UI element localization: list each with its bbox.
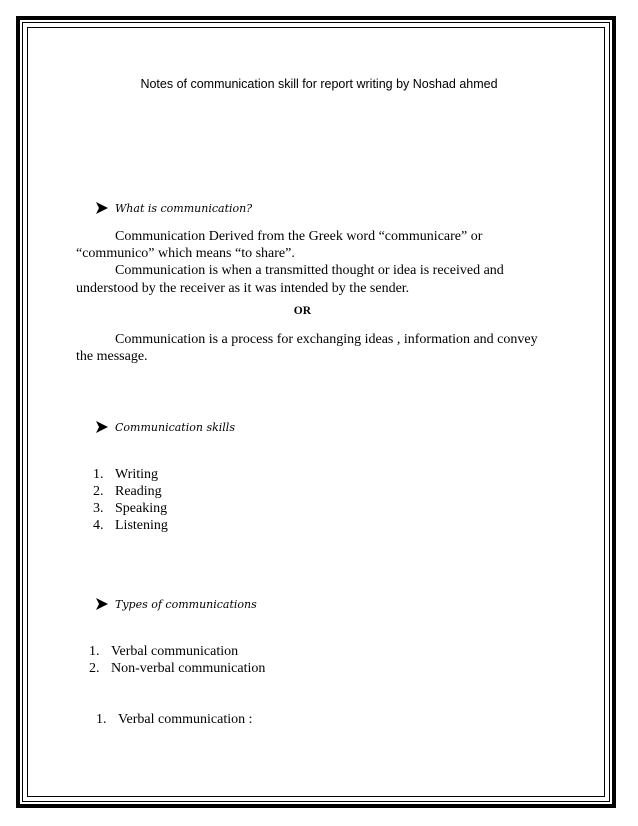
paragraph-line: “communico” which means “to share”. xyxy=(76,246,295,261)
list-item: 1. Verbal communication : xyxy=(96,712,253,727)
paragraph-line: Communication is a process for exchanging ideas , information and convey xyxy=(115,332,538,347)
paragraph-line: the message. xyxy=(76,349,148,364)
list-item: 1. Writing xyxy=(93,467,158,482)
list-item: 4. Listening xyxy=(93,518,168,533)
document-title: Notes of communication skill for report writing by Noshad ahmed xyxy=(140,77,498,91)
verbal-subsection xyxy=(96,711,253,728)
list-item: 2. Reading xyxy=(93,484,162,499)
heading-what-is-communication xyxy=(95,201,252,215)
arrow-bullet-icon xyxy=(95,597,109,611)
heading-communication-skills xyxy=(95,420,235,434)
skills-list xyxy=(93,466,168,534)
paragraph-line: Communication Derived from the Greek word “communicare” or xyxy=(115,229,483,244)
heading-types-of-communications xyxy=(95,597,257,611)
heading-label: Types of communications xyxy=(115,597,257,611)
page-border-inner xyxy=(27,27,605,797)
list-item: 1. Verbal communication xyxy=(89,644,239,659)
list-item: 2. Non-verbal communication xyxy=(89,661,266,676)
heading-label: Communication skills xyxy=(115,420,235,434)
arrow-bullet-icon xyxy=(95,420,109,434)
arrow-bullet-icon xyxy=(95,201,109,215)
list-item: 3. Speaking xyxy=(93,501,168,516)
paragraph-line: Communication is when a transmitted thought or idea is received and xyxy=(115,263,504,278)
types-list xyxy=(89,643,265,677)
heading-label: What is communication? xyxy=(115,201,253,215)
paragraph-line: understood by the receiver as it was intended by the sender. xyxy=(76,281,410,296)
or-separator: OR xyxy=(293,305,311,317)
